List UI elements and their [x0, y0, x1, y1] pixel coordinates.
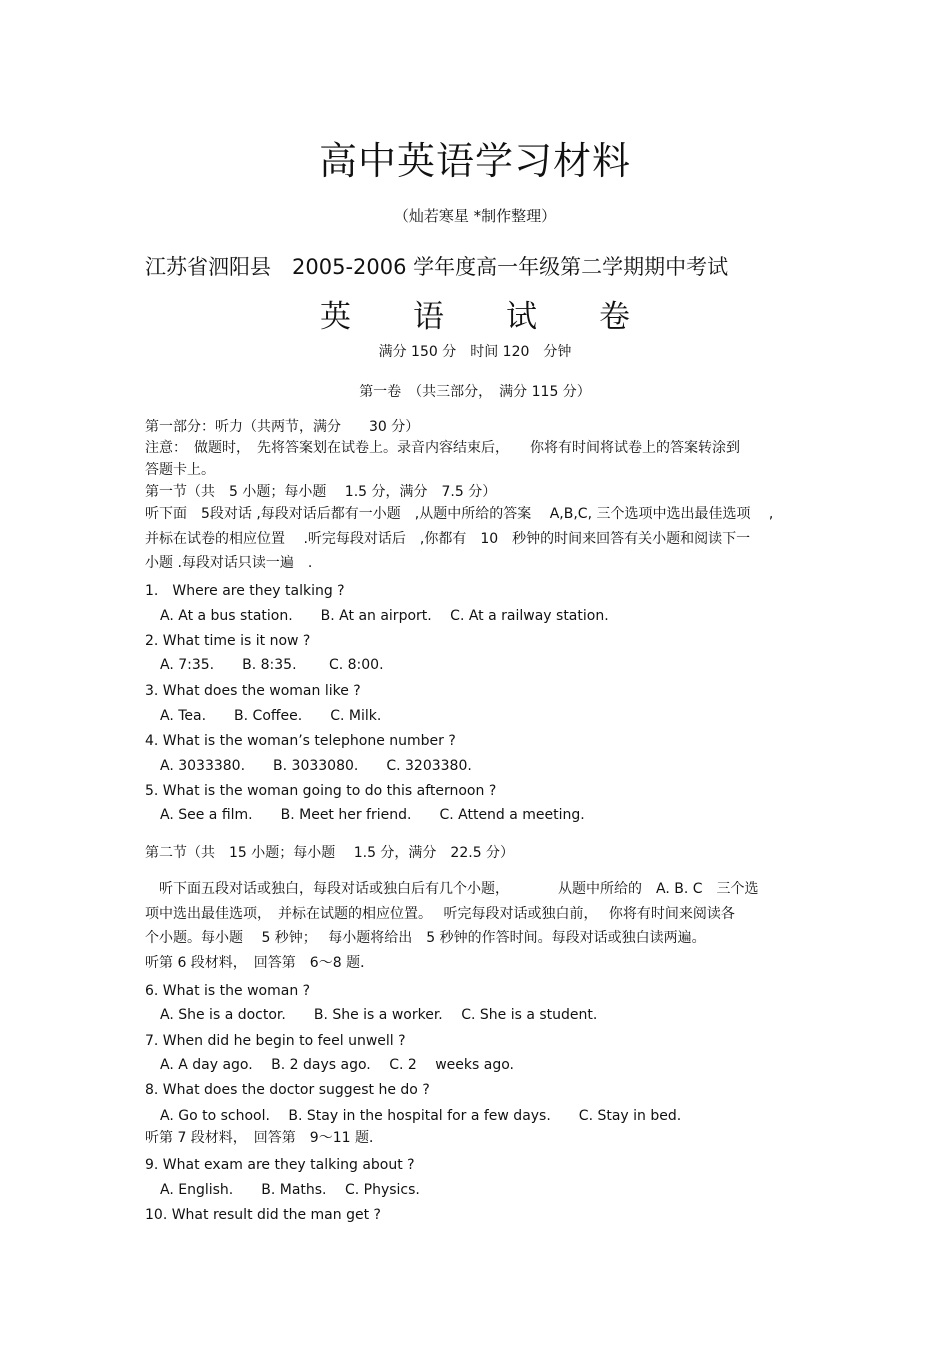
question-9-options: A. English. B. Maths. C. Physics.	[160, 1182, 420, 1198]
question-3-options: A. Tea. B. Coffee. C. Milk.	[160, 708, 382, 724]
question-5: 5. What is the woman going to do this afternoon ?	[145, 783, 497, 799]
section1-instruction-3: 小题 .每段对话只读一遍 .	[145, 555, 313, 571]
question-6: 6. What is the woman ?	[145, 983, 311, 999]
section1-instruction-2: 并标在试卷的相应位置 .听完每段对话后 ,你都有 10 秒钟的时间来回答有关小题和阅读下一	[145, 531, 751, 547]
volume-line: 第一卷 （共三部分， 满分 115 分）	[359, 384, 591, 400]
question-2: 2. What time is it now ?	[145, 633, 311, 649]
question-10: 10. What result did the man get ?	[145, 1207, 381, 1223]
question-8: 8. What does the doctor suggest he do ?	[145, 1082, 430, 1098]
section1-heading: 第一节（共 5 小题；每小题 1.5 分，满分 7.5 分）	[145, 484, 497, 500]
question-7-options: A. A day ago. B. 2 days ago. C. 2 weeks ago.	[160, 1057, 514, 1073]
material-6-prompt: 听第 6 段材料， 回答第 6～8 题．	[145, 955, 375, 971]
question-7: 7. When did he begin to feel unwell ?	[145, 1033, 406, 1049]
notice-line-1: 注意： 做题时， 先将答案划在试卷上。录音内容结束后， 你将有时间将试卷上的答案转涂到	[145, 440, 740, 456]
question-2-options: A. 7:35. B. 8:35. C. 8:00.	[160, 657, 384, 673]
section2-instruction-3: 个小题。每小题 5 秒钟； 每小题将给出 5 秒钟的作答时间。每段对话或独白读两遍。	[145, 930, 706, 946]
question-1-options: A. At a bus station. B. At an airport. C. At a railway station.	[160, 608, 609, 624]
section2-heading: 第二节（共 15 小题；每小题 1.5 分，满分 22.5 分）	[145, 845, 515, 861]
question-5-options: A. See a film. B. Meet her friend. C. Attend a meeting.	[160, 807, 585, 823]
question-4-options: A. 3033380. B. 3033080. C. 3203380.	[160, 758, 472, 774]
paper-title: 英 语 试 卷	[320, 299, 630, 335]
material-7-prompt: 听第 7 段材料， 回答第 9～11 题．	[145, 1130, 383, 1146]
section2-instruction-2: 项中选出最佳选项， 并标在试题的相应位置。 听完每段对话或独白前， 你将有时间来阅读各	[145, 906, 735, 922]
section1-instruction-1: 听下面 5段对话 ,每段对话后都有一小题 ,从题中所给的答案 A,B,C, 三个选项中选出最佳选项 ,	[145, 506, 774, 522]
section2-instruction-1: 听下面五段对话或独白，每段对话或独白后有几个小题， 从题中所给的 A. B. C 三个选	[145, 881, 759, 897]
question-6-options: A. She is a doctor. B. She is a worker. C. She is a student.	[160, 1007, 598, 1023]
question-8-options: A. Go to school. B. Stay in the hospital for a few days. C. Stay in bed.	[160, 1108, 682, 1124]
question-4: 4. What is the woman’s telephone number ?	[145, 733, 456, 749]
question-9: 9. What exam are they talking about ?	[145, 1157, 415, 1173]
question-1: 1. Where are they talking ?	[145, 583, 345, 599]
subtitle: （灿若寒星 *制作整理）	[393, 207, 557, 225]
exam-title: 江苏省泗阳县 2005-2006 学年度高一年级第二学期期中考试	[145, 255, 729, 279]
question-3: 3. What does the woman like ?	[145, 683, 361, 699]
main-title: 高中英语学习材料	[318, 139, 631, 183]
part1-heading: 第一部分：听力（共两节，满分 30 分）	[145, 419, 420, 435]
score-time-line: 满分 150 分 时间 120 分钟	[378, 344, 572, 360]
notice-line-2: 答题卡上。	[145, 462, 215, 478]
